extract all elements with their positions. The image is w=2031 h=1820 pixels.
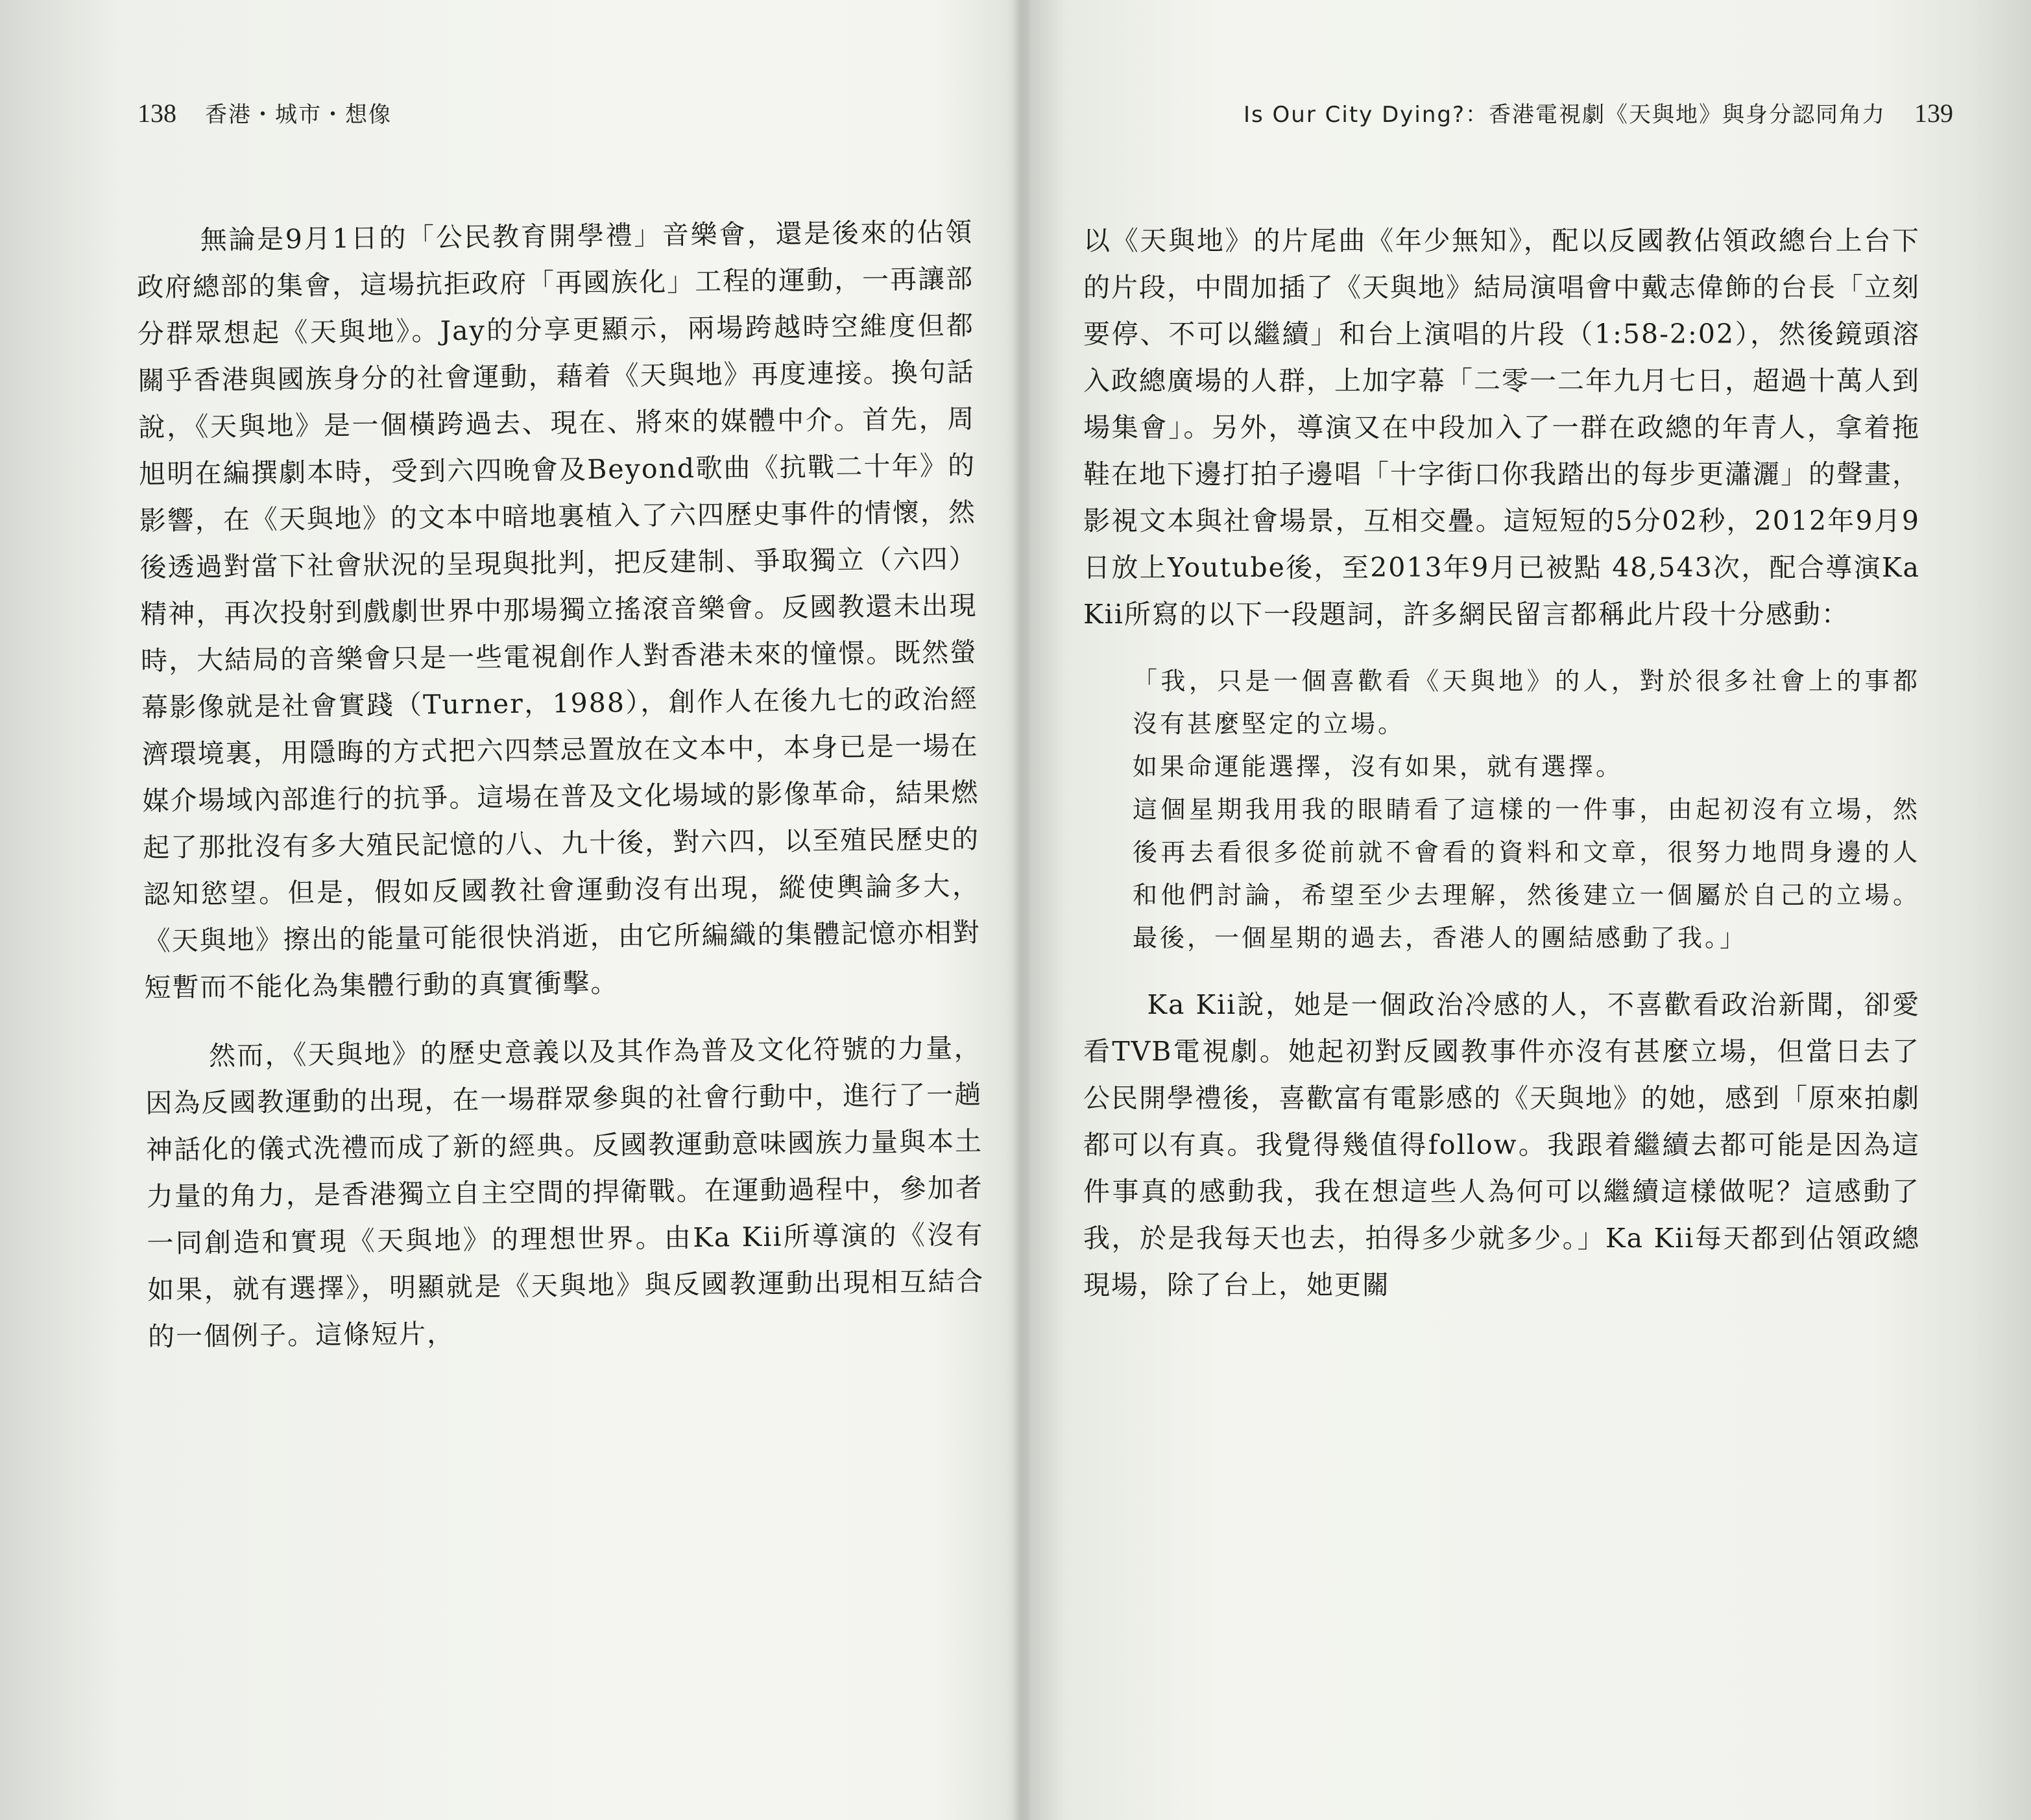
right-page <box>1025 0 2031 1820</box>
right-paragraph-1: 以《天與地》的片尾曲《年少無知》，配以反國教佔領政總台上台下的片段，中間加插了《天與地》結局演唱會中戴志偉飾的台長「立刻要停、不可以繼續」和台上演唱的片段（1:58-2:02），然後鏡頭溶入政總廣場的人群，上加字幕「二零一二年九月七日，超過十萬人到場集會」。另外，導演又在中段加入了一群在政總的年青人，拿着拖鞋在地下邊打拍子邊唱「十字街口你我踏出的每步更瀟灑」的聲畫，影視文本與社會場景，互相交疊。這短短的5分02秒，2012年9月9日放上Youtube後，至2013年9月已被點 48,543次，配合導演Ka Kii所寫的以下一段題詞，許多網民留言都稱此片段十分感動： <box>1083 225 1920 630</box>
right-page-number: 139 <box>1914 99 1953 128</box>
left-page-number: 138 <box>138 99 176 128</box>
left-paragraph-2: 然而，《天與地》的歷史意義以及其作為普及文化符號的力量，因為反國教運動的出現，在一場群眾參與的社會行動中，進行了一趟神話化的儀式洗禮而成了新的經典。反國教運動意味國族力量與本土力量的角力，是香港獨立自主空間的捍衛戰。在運動過程中，參加者一同創造和實現《天與地》的理想世界。由Ka Kii所導演的《沒有如果，就有選擇》，明顯就是《天與地》與反國教運動出現相互結合的一個例子。這條短片， <box>145 1032 985 1352</box>
left-paragraph-1: 無論是9月1日的「公民教育開學禮」音樂會，還是後來的佔領政府總部的集會，這場抗拒政府「再國族化」工程的運動，一再讓部分群眾想起《天與地》。Jay的分享更顯示，兩場跨越時空維度但都關乎香港與國族身分的社會運動，藉着《天與地》再度連接。換句話說，《天與地》是一個橫跨過去、現在、將來的媒體中介。首先，周旭明在編撰劇本時，受到六四晚會及Beyond歌曲《抗戰二十年》的影響，在《天與地》的文本中暗地裏植入了六四歷史事件的情懷，然後透過對當下社會狀況的呈現與批判，把反建制、爭取獨立（六四）精神，再次投射到戲劇世界中那場獨立搖滾音樂會。反國教還未出現時，大結局的音樂會只是一些電視創作人對香港未來的憧憬。既然螢幕影像就是社會實踐（Turner，1988），創作人在後九七的政治經濟環境裏，用隱晦的方式把六四禁忌置放在文本中，本身已是一場在媒介場域內部進行的抗爭。這場在普及文化場域的影像革命，結果燃起了那批沒有多大殖民記憶的八、九十後，對六四，以至殖民歷史的認知慾望。但是，假如反國教社會運動沒有出現，縱使輿論多大，《天與地》擦出的能量可能很快消逝，由它所編織的集體記憶亦相對短暫而不能化為集體行動的真實衝擊。 <box>136 216 981 1003</box>
right-page-header <box>1244 97 1953 131</box>
left-running-title: 香港・城市・想像 <box>205 102 392 128</box>
quote-line-2: 如果命運能選擇，沒有如果，就有選擇。 <box>1133 752 1624 781</box>
left-page-body <box>136 208 985 1359</box>
quote-line-3: 這個星期我用我的眼睛看了這樣的一件事，由起初沒有立場，然後再去看很多從前就不會看的資料和文章，很努力地問身邊的人和他們討論，希望至少去理解，然後建立一個屬於自己的立場。最後，一個星期的過去，香港人的團結感動了我。」 <box>1133 795 1920 952</box>
left-page-header <box>138 97 392 131</box>
right-paragraph-2: Ka Kii說，她是一個政治冷感的人，不喜歡看政治新聞，卻愛看TVB電視劇。她起初對反國教事件亦沒有甚麼立場，但當日去了公民開學禮後，喜歡富有電影感的《天與地》的她，感到「原來拍劇都可以有真。我覺得幾值得follow。我跟着繼續去都可能是因為這件事真的感動我，我在想這些人為何可以繼續這樣做呢？這感動了我，於是我每天也去，拍得多少就多少。」Ka Kii每天都到佔領政總現場，除了台上，她更關 <box>1083 989 1920 1300</box>
block-quote <box>1083 660 1920 959</box>
right-page-body <box>1083 217 1920 1308</box>
quote-line-1: 「我，只是一個喜歡看《天與地》的人，對於很多社會上的事都沒有甚麼堅定的立場。 <box>1133 667 1920 738</box>
right-running-title: Is Our City Dying?：香港電視劇《天與地》與身分認同角力 <box>1243 102 1886 128</box>
